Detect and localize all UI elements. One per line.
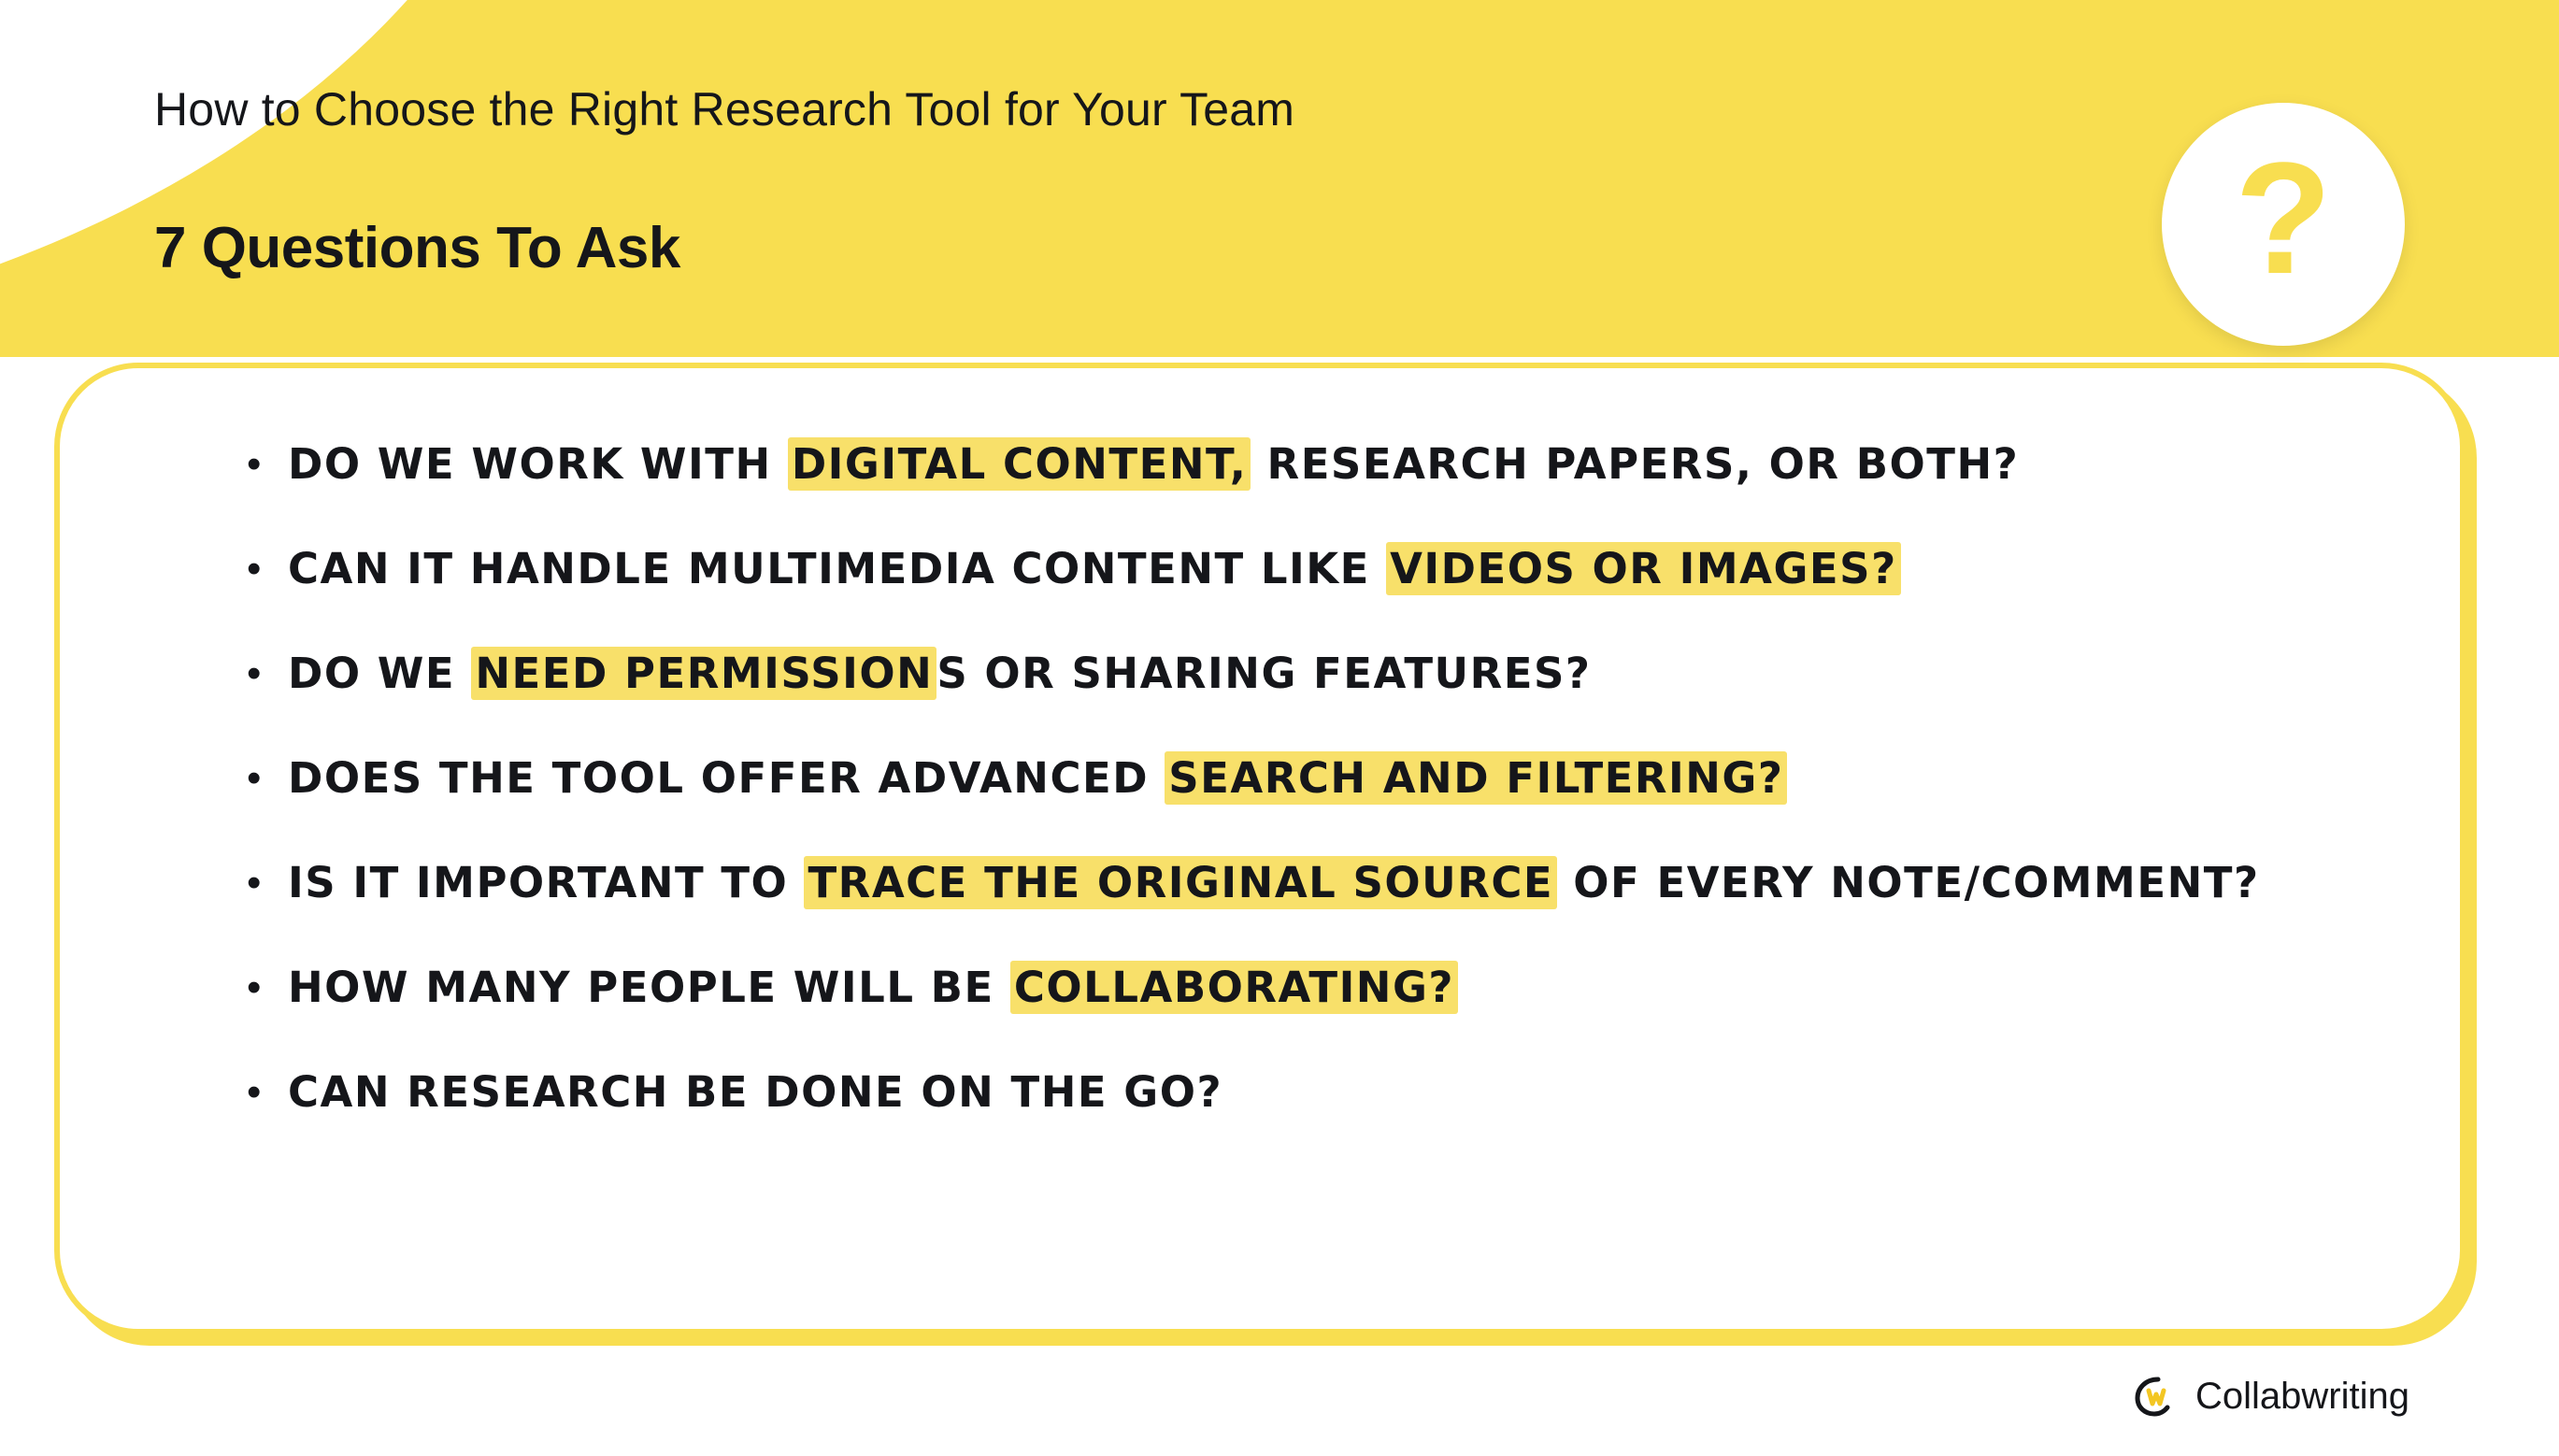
- list-item: [247, 1052, 2376, 1133]
- highlighted-phrase: SEARCH AND FILTERING?: [1165, 751, 1787, 805]
- highlighted-phrase: DIGITAL CONTENT,: [788, 437, 1251, 491]
- question-text: [288, 529, 1901, 609]
- plain-phrase: OF EVERY NOTE/COMMENT?: [1557, 858, 2260, 907]
- plain-phrase: CAN RESEARCH BE DONE ON THE GO?: [288, 1067, 1223, 1117]
- question-text: [288, 843, 2260, 923]
- question-text: [288, 948, 1458, 1028]
- question-text: [288, 424, 2019, 505]
- bullet-icon: •: [247, 860, 262, 906]
- plain-phrase: HOW MANY PEOPLE WILL BE: [288, 963, 1010, 1012]
- bullet-icon: •: [247, 1069, 262, 1115]
- list-item: [247, 424, 2376, 505]
- bullet-icon: •: [247, 546, 262, 592]
- question-text: [288, 1052, 1222, 1133]
- plain-phrase: S OR SHARING FEATURES?: [936, 649, 1592, 698]
- bullet-icon: •: [247, 755, 262, 801]
- list-item: [247, 843, 2376, 923]
- decorative-corner-wedge: [0, 0, 570, 355]
- highlighted-phrase: TRACE THE ORIGINAL SOURCE: [804, 856, 1557, 909]
- footer-brand: [2130, 1372, 2409, 1420]
- plain-phrase: CAN IT HANDLE MULTIMEDIA CONTENT LIKE: [288, 544, 1387, 593]
- list-item: [247, 634, 2376, 714]
- plain-phrase: DO WE: [288, 649, 472, 698]
- list-item: [247, 738, 2376, 819]
- bullet-icon: •: [247, 964, 262, 1010]
- question-mark-icon: ?: [2235, 130, 2332, 307]
- highlighted-phrase: COLLABORATING?: [1010, 961, 1458, 1014]
- plain-phrase: DO WE WORK WITH: [288, 439, 788, 489]
- collabwriting-logo-icon: [2130, 1372, 2179, 1420]
- plain-phrase: DOES THE TOOL OFFER ADVANCED: [288, 753, 1165, 803]
- bullet-icon: •: [247, 441, 262, 487]
- question-mark-badge: [2162, 103, 2405, 346]
- bullet-icon: •: [247, 650, 262, 696]
- highlighted-phrase: VIDEOS OR IMAGES?: [1386, 542, 1901, 595]
- questions-card: [54, 363, 2466, 1335]
- question-text: [288, 738, 1787, 819]
- question-text: [288, 634, 1592, 714]
- list-item: [247, 529, 2376, 609]
- eyebrow-title: How to Choose the Right Research Tool for Your Team: [154, 83, 1295, 136]
- plain-phrase: IS IT IMPORTANT TO: [288, 858, 805, 907]
- page-title: 7 Questions To Ask: [154, 216, 680, 280]
- highlighted-phrase: NEED PERMISSION: [471, 647, 936, 700]
- brand-name: Collabwriting: [2195, 1375, 2409, 1417]
- list-item: [247, 948, 2376, 1028]
- plain-phrase: RESEARCH PAPERS, OR BOTH?: [1251, 439, 2020, 489]
- questions-list: [247, 424, 2376, 1157]
